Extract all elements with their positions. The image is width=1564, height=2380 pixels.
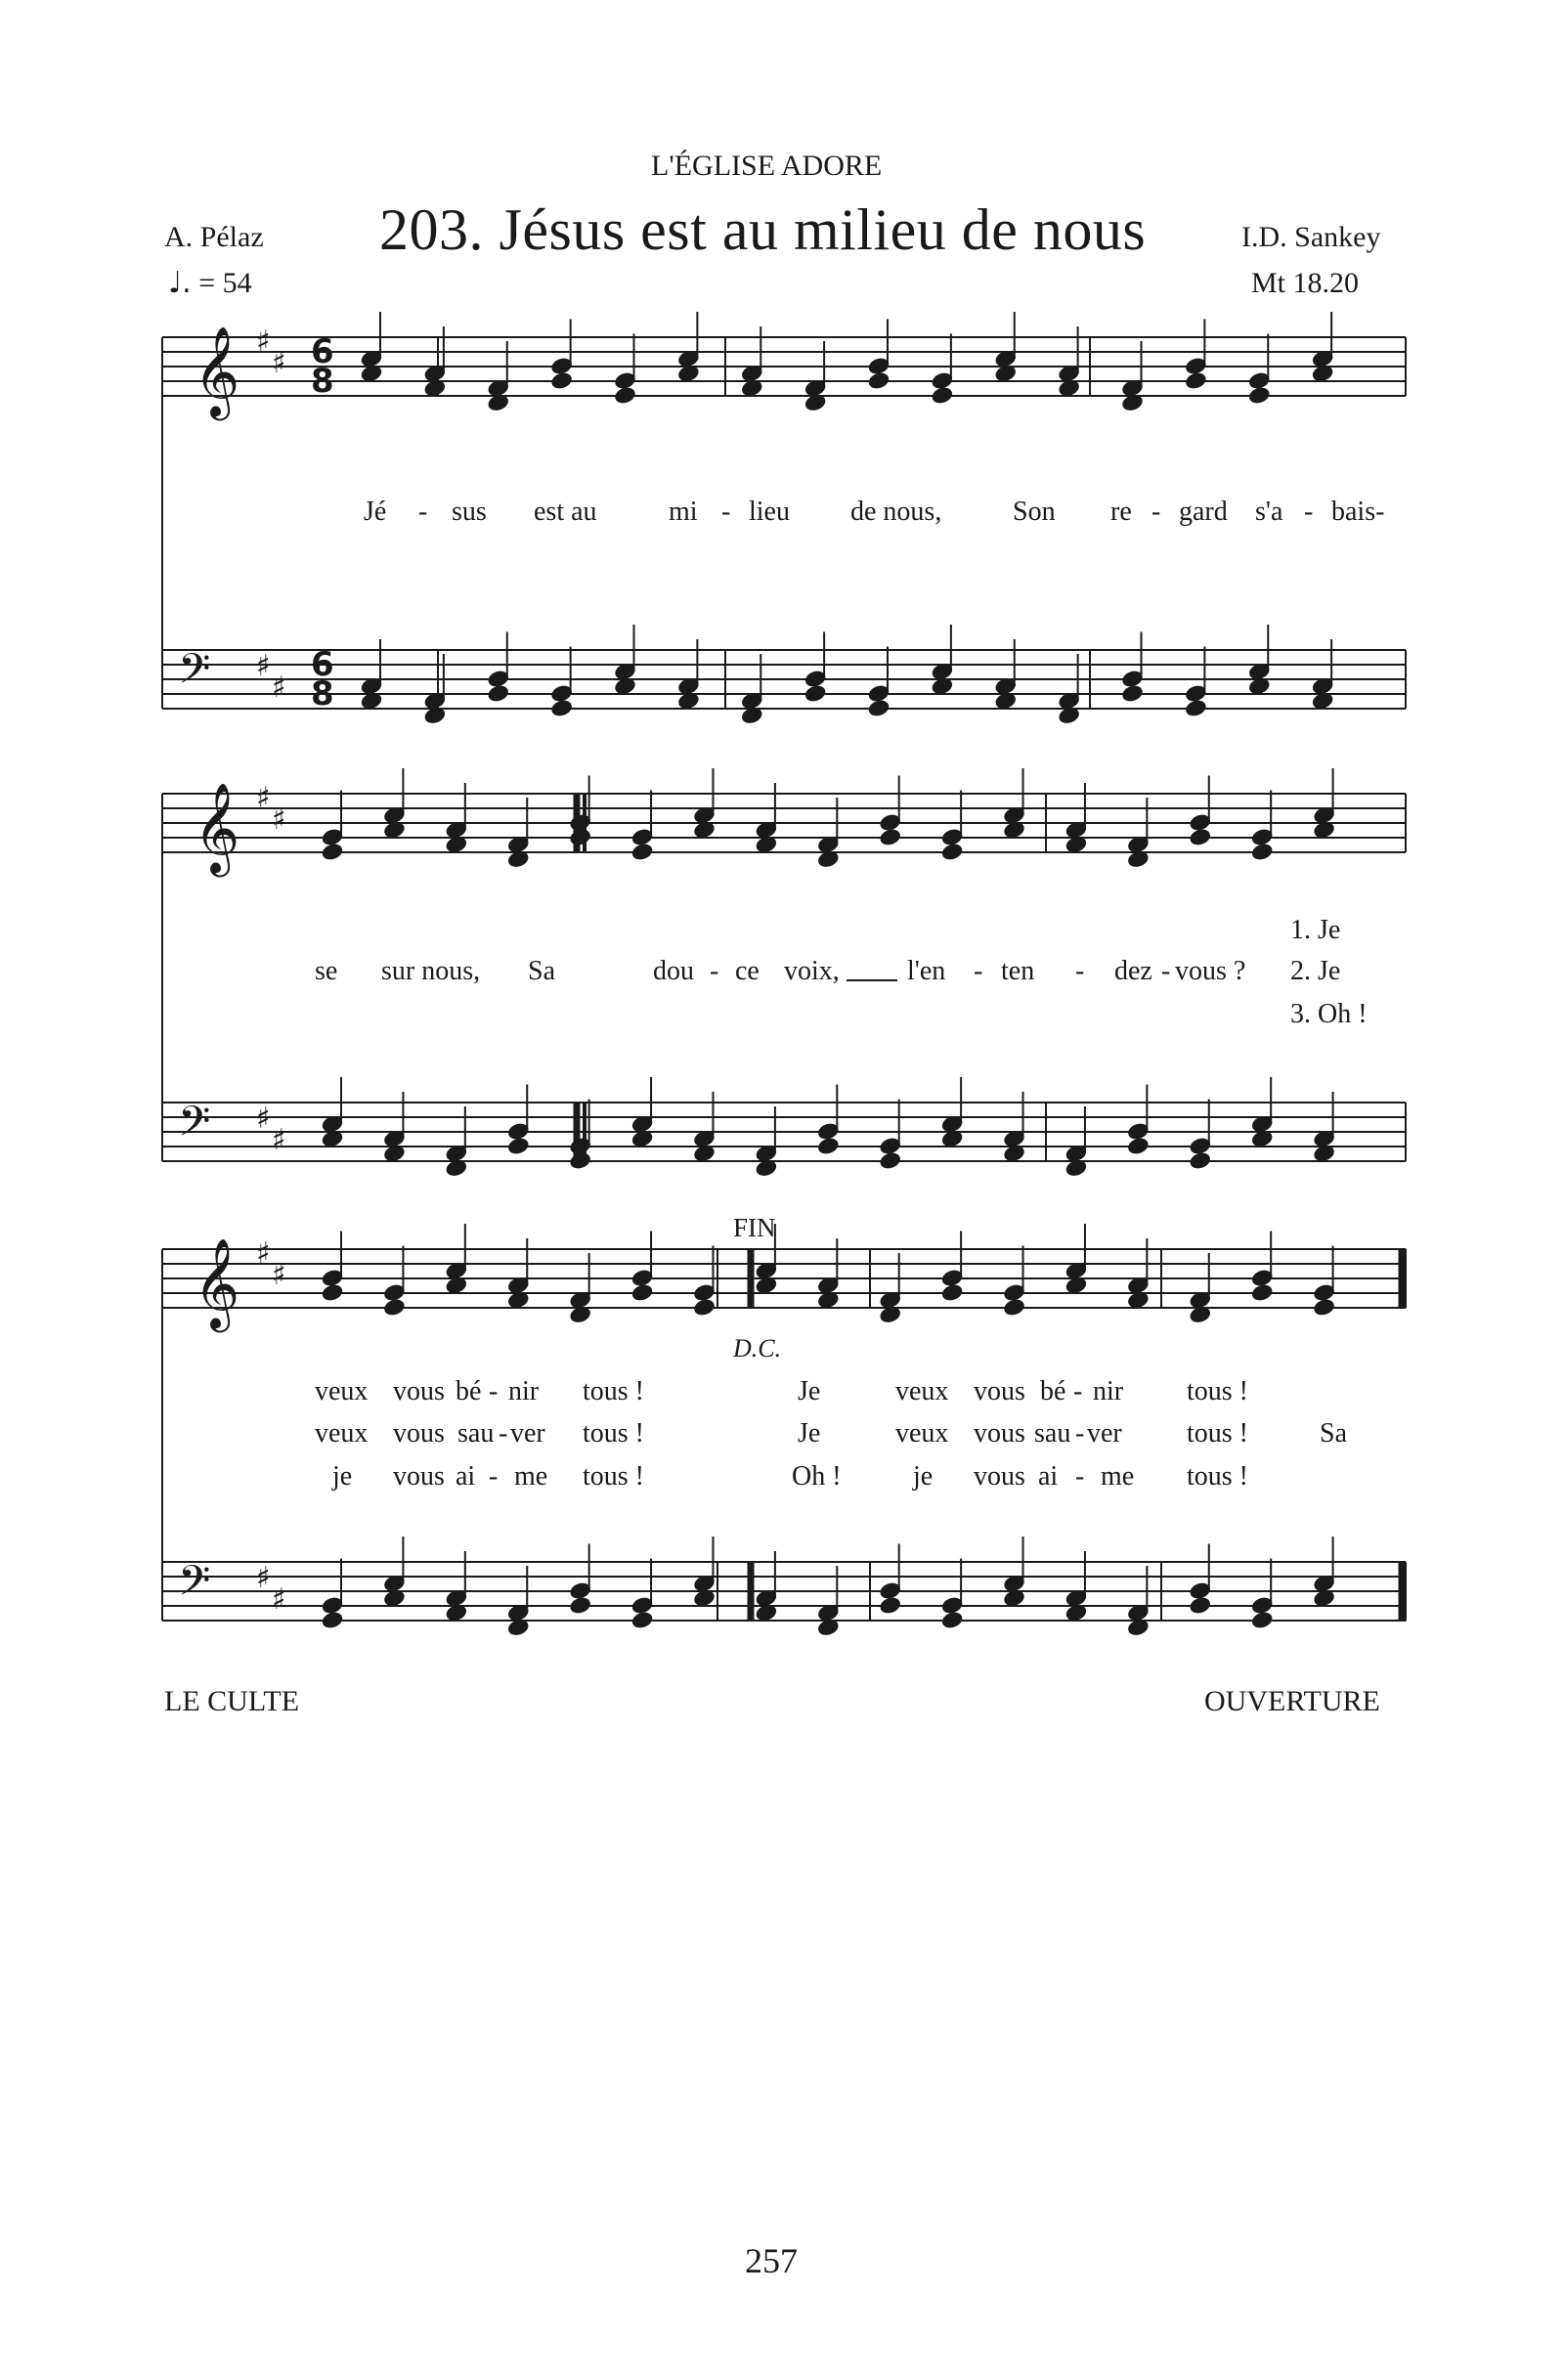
note-head	[321, 843, 344, 862]
page-number: 257	[745, 2241, 798, 2280]
syllable: ce	[735, 956, 760, 986]
note-head	[321, 1283, 344, 1303]
syllable: ver	[510, 1418, 545, 1449]
syllable: dez	[1114, 956, 1152, 986]
note-head	[879, 1596, 902, 1616]
note-head	[879, 828, 902, 847]
note-head	[569, 1151, 592, 1171]
syllable: Je	[798, 1418, 821, 1449]
syllable: veux	[315, 1418, 369, 1449]
hyphen: -	[710, 956, 719, 986]
syllable: vous	[974, 1376, 1025, 1406]
note-head	[1313, 1298, 1336, 1318]
lyricist: A. Pélaz	[164, 221, 264, 253]
hyphen: -	[1075, 1418, 1085, 1449]
treble-clef-icon: 𝄞	[194, 325, 240, 416]
syllable: vous	[393, 1376, 445, 1406]
note-head	[550, 371, 574, 391]
syllable: nir	[508, 1376, 540, 1406]
sharp-icon: ♯	[256, 649, 271, 683]
time-signature: 6	[311, 332, 334, 371]
hyphen: -	[499, 1418, 508, 1449]
note-head	[1185, 699, 1208, 718]
sharp-icon: ♯	[272, 1258, 286, 1292]
time-signature: 6	[311, 645, 334, 684]
syllable: ver	[1087, 1418, 1122, 1449]
note-head	[1250, 1611, 1274, 1630]
note-head	[693, 1298, 717, 1318]
hyphen: -	[489, 1376, 499, 1406]
syllable: sau	[1034, 1418, 1071, 1449]
syllable: bais-	[1331, 497, 1385, 527]
footer-right: OUVERTURE	[1204, 1685, 1380, 1717]
hyphen: -	[1304, 497, 1314, 527]
syllable: re	[1110, 497, 1132, 527]
note-head	[630, 1611, 654, 1630]
syllable: ten	[1001, 956, 1035, 986]
syllable: Jé	[364, 497, 387, 527]
fin-marking: FIN	[733, 1213, 776, 1242]
note-head	[1127, 1137, 1151, 1156]
syllable: Son	[1013, 497, 1056, 527]
syllable: Je	[798, 1376, 821, 1406]
note-head	[1185, 371, 1208, 391]
repeat-bar	[574, 1103, 580, 1161]
treble-clef-icon: 𝄞	[194, 782, 240, 873]
syllable: tous !	[583, 1418, 644, 1449]
verse-start-1: 1. Je	[1290, 915, 1341, 945]
note-head	[383, 1298, 407, 1318]
syllable: bé	[1040, 1376, 1066, 1406]
sharp-icon: ♯	[256, 1561, 271, 1595]
syllable: sus	[452, 497, 487, 527]
note-head	[614, 386, 637, 406]
hyphen: -	[489, 1461, 499, 1492]
hyphen: -	[1075, 956, 1085, 986]
syllable: vous	[393, 1461, 445, 1492]
note-head	[1250, 1283, 1274, 1303]
syllable: bé	[456, 1376, 482, 1406]
syllable: tous !	[1187, 1418, 1248, 1449]
note-head	[931, 386, 954, 406]
verse-start-3: 3. Oh !	[1290, 999, 1368, 1029]
note-head	[1189, 828, 1212, 847]
treble-clef-icon: 𝄞	[194, 1237, 240, 1328]
note-head	[879, 1151, 902, 1171]
section-header: L'ÉGLISE ADORE	[651, 150, 883, 182]
sharp-icon: ♯	[272, 1123, 286, 1157]
hyphen: -	[1075, 1461, 1085, 1492]
syllable: ai	[1038, 1461, 1059, 1492]
syllable: tous !	[583, 1376, 644, 1406]
hyphen: -	[1073, 1376, 1083, 1406]
syllable: je	[332, 1461, 353, 1492]
note-head	[569, 828, 592, 847]
verse-start-2: 2. Je	[1290, 956, 1341, 986]
tempo-value: = 54	[198, 267, 252, 299]
sharp-icon: ♯	[256, 325, 271, 359]
syllable: s'a	[1255, 497, 1283, 527]
time-signature: 8	[311, 674, 334, 714]
hyphen: -	[1161, 956, 1171, 986]
sharp-icon: ♯	[256, 781, 271, 815]
footer-left: LE CULTE	[164, 1685, 300, 1717]
hyphen: -	[1151, 497, 1161, 527]
note-head	[630, 1283, 654, 1303]
note-head	[867, 699, 891, 718]
syllable: tous !	[1187, 1461, 1248, 1492]
note-head	[940, 1283, 964, 1303]
syllable: veux	[315, 1376, 369, 1406]
note-head	[1247, 386, 1271, 406]
syllable: Sa	[1320, 1418, 1347, 1449]
repeat-bar	[574, 794, 580, 852]
note-head	[940, 843, 964, 862]
syllable: vous	[393, 1418, 445, 1449]
syllable: je	[913, 1461, 934, 1492]
syllable: vous ?	[1175, 956, 1246, 986]
syllable: veux	[895, 1418, 949, 1449]
syllable: se	[315, 956, 338, 986]
hyphen: -	[974, 956, 983, 986]
note-head	[867, 371, 891, 391]
fin-bar	[748, 1249, 754, 1308]
syllable: mi	[669, 497, 698, 527]
clefs	[178, 325, 334, 1617]
syllable: sur nous,	[381, 956, 481, 986]
sharp-icon: ♯	[272, 671, 286, 705]
note-head	[506, 1137, 530, 1156]
syllable: me	[514, 1461, 548, 1492]
bass-clef-icon: 𝄢	[178, 1557, 211, 1616]
note-head	[817, 1137, 841, 1156]
staves	[162, 337, 1406, 1621]
hyphen: -	[418, 497, 428, 527]
dc-marking: D.C.	[733, 1334, 782, 1363]
syllable: vous	[974, 1461, 1025, 1492]
note-head	[569, 1596, 592, 1616]
syllable: gard	[1179, 497, 1228, 527]
syllable: veux	[895, 1376, 949, 1406]
syllable: vous	[974, 1418, 1025, 1449]
syllable: ai	[456, 1461, 476, 1492]
bass-clef-icon: 𝄢	[178, 645, 211, 704]
sharp-icon: ♯	[256, 1102, 271, 1136]
syllable: Sa	[528, 956, 555, 986]
syllable: voix,	[784, 956, 840, 986]
sharp-icon: ♯	[256, 1236, 271, 1271]
syllable: sau	[457, 1418, 495, 1449]
hyphen: -	[721, 497, 731, 527]
hymn-title: 203. Jésus est au milieu de nous	[379, 197, 1147, 262]
syllable: tous !	[583, 1461, 644, 1492]
syllable: l'en	[907, 956, 946, 986]
note-head	[1189, 1596, 1212, 1616]
syllable: Oh !	[792, 1461, 842, 1492]
syllable: tous !	[1187, 1376, 1248, 1406]
syllable: me	[1101, 1461, 1135, 1492]
note-head	[630, 843, 654, 862]
scripture-reference: Mt 18.20	[1251, 267, 1360, 299]
note-head	[550, 699, 574, 718]
note-head	[487, 684, 510, 704]
sharp-icon: ♯	[272, 802, 286, 837]
note-head	[1189, 1151, 1212, 1171]
note-head	[321, 1611, 344, 1630]
end-repeat-bar	[1399, 1249, 1406, 1308]
bass-clef-icon: 𝄢	[178, 1098, 211, 1156]
syllable: lieu	[749, 497, 790, 527]
syllable: est au	[534, 497, 597, 527]
composer: I.D. Sankey	[1241, 221, 1381, 253]
time-signature: 8	[311, 362, 334, 401]
note-head	[940, 1611, 964, 1630]
syllable: dou	[653, 956, 694, 986]
note-head	[1003, 1298, 1026, 1318]
end-repeat-bar	[1399, 1562, 1406, 1621]
syllable: nir	[1093, 1376, 1124, 1406]
note-head	[804, 684, 827, 704]
notes	[321, 312, 1406, 1637]
note-head	[1250, 843, 1274, 862]
note-head	[1121, 684, 1145, 704]
dotted-quarter-note-icon: ♩.	[168, 266, 192, 300]
fin-bar	[748, 1562, 754, 1621]
syllable: de nous,	[850, 497, 942, 527]
sharp-icon: ♯	[272, 346, 286, 380]
sharp-icon: ♯	[272, 1582, 286, 1617]
